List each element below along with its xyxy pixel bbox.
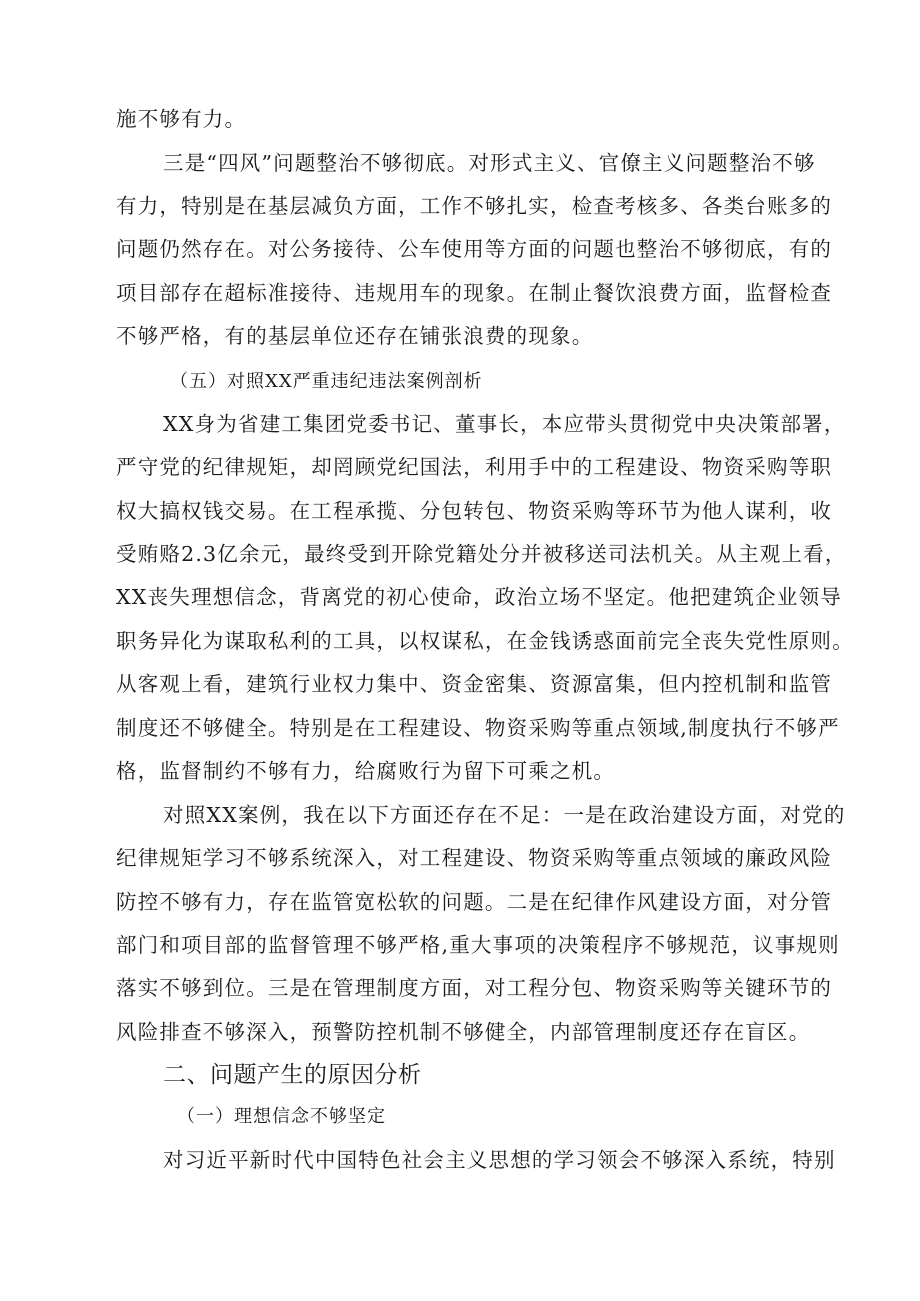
paragraph-line: 对照XX案例，我在以下方面还存在不足：一是在政治建设方面，对党的 <box>163 803 846 827</box>
paragraph-line: 格，监督制约不够有力，给腐败行为留下可乘之机。 <box>116 759 616 783</box>
paragraph-line: 不够严格，有的基层单位还存在铺张浪费的现象。 <box>116 324 594 348</box>
paragraph-line: 制度还不够健全。特别是在工程建设、物资采购等重点领域,制度执行不够严 <box>116 716 840 740</box>
section-subheading: （一）理想信念不够坚定 <box>177 1106 386 1127</box>
paragraph-line: 权大搞权钱交易。在工程承揽、分包转包、物资采购等环节为他人谋利，收 <box>116 499 833 523</box>
paragraph-line: 严守党的纪律规矩，却罔顾党纪国法，利用手中的工程建设、物资采购等职 <box>116 455 833 479</box>
section-heading: 二、问题产生的原因分析 <box>163 1062 422 1088</box>
paragraph-line: 施不够有力。 <box>116 107 247 131</box>
paragraph-line: 问题仍然存在。对公务接待、公车使用等方面的问题也整治不够彻底，有的 <box>116 237 833 261</box>
paragraph-line: XX丧失理想信念，背离党的初心使命，政治立场不坚定。他把建筑企业领导 <box>116 585 842 609</box>
paragraph-line: 风险排查不够深入，预警防控机制不够健全，内部管理制度还存在盲区。 <box>116 1020 811 1044</box>
paragraph-line: 从客观上看，建筑行业权力集中、资金密集、资源富集，但内控机制和监管 <box>116 672 833 696</box>
paragraph-line: 有力，特别是在基层减负方面，工作不够扎实，检查考核多、各类台账多的 <box>116 194 833 218</box>
paragraph-line: 职务异化为谋取私利的工具，以权谋私，在金钱诱惑面前完全丧失党性原则。 <box>116 629 854 653</box>
paragraph-line: 项目部存在超标准接待、违规用车的现象。在制止餐饮浪费方面，监督检查 <box>116 281 833 305</box>
paragraph-line: 防控不够有力，存在监管宽松软的问题。二是在纪律作风建设方面，对分管 <box>116 890 833 914</box>
section-subheading: （五）对照XX严重违纪违法案例剖析 <box>170 371 483 392</box>
paragraph-line: 受贿赂2.3亿余元，最终受到开除党籍处分并被移送司法机关。从主观上看， <box>116 542 847 566</box>
paragraph-line: 部门和项目部的监督管理不够严格,重大事项的决策程序不够规范，议事规则 <box>116 933 840 957</box>
paragraph-line: 三是“四风”问题整治不够彻底。对形式主义、官僚主义问题整治不够 <box>163 151 816 175</box>
paragraph-line: 落实不够到位。三是在管理制度方面，对工程分包、物资采购等关键环节的 <box>116 976 833 1000</box>
paragraph-line: 对习近平新时代中国特色社会主义思想的学习领会不够深入系统，特别 <box>163 1148 836 1172</box>
paragraph-line: XX身为省建工集团党委书记、董事长，本应带头贯彻党中央决策部署， <box>163 412 846 436</box>
paragraph-line: 纪律规矩学习不够系统深入，对工程建设、物资采购等重点领域的廉政风险 <box>116 846 833 870</box>
